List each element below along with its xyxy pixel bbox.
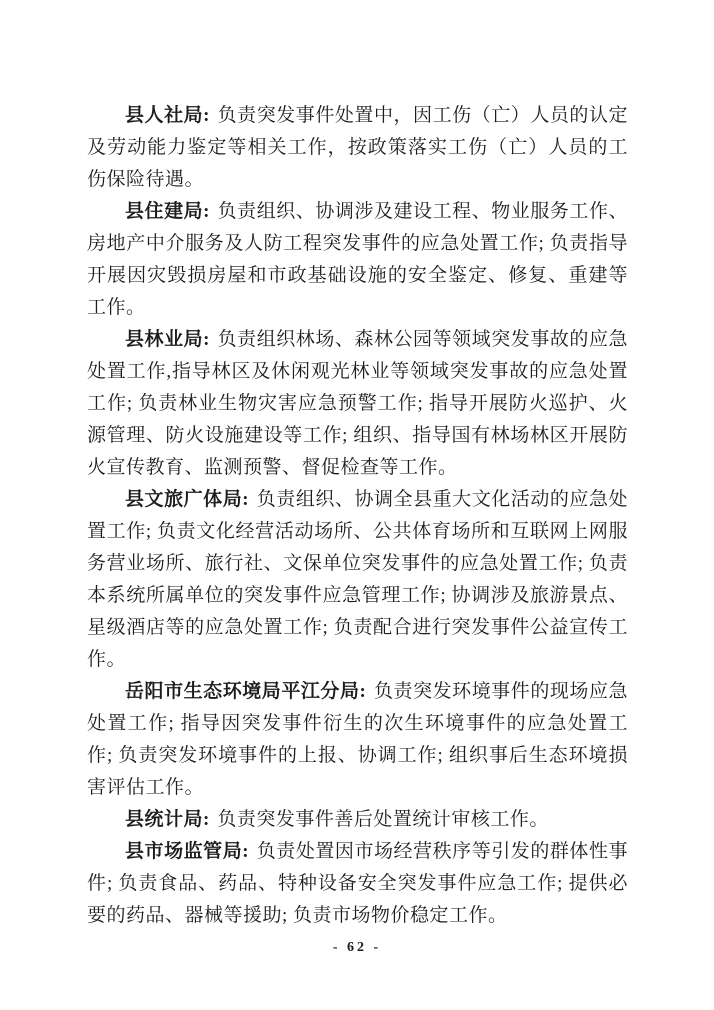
paragraph-renshe bbox=[87, 100, 628, 196]
paragraph-tongji bbox=[87, 804, 628, 836]
page-number: - 62 - bbox=[332, 940, 382, 955]
dept-body-zhujian: 负责组织、协调涉及建设工程、物业服务工作、房地产中介服务及人防工程突发事件的应急处置工作; 负责指导开展因灾毁损房屋和市政基础设施的安全鉴定、修复、重建等工作。 bbox=[87, 201, 628, 318]
page-content bbox=[87, 100, 628, 932]
dept-body-linye: 负责组织林场、森林公园等领域突发事故的应急处置工作,指导林区及休闲观光林业等领域突发事故的应急处置工作; 负责林业生物灾害应急预警工作; 指导开展防火巡护、火源管理、防火设施建设等工作; 组织、指导国有林场林区开展防火宣传教育、监测预警、督促检查等工作。 bbox=[87, 329, 628, 478]
paragraph-linye bbox=[87, 324, 628, 484]
dept-body-tongji: 负责突发事件善后处置统计审核工作。 bbox=[217, 809, 549, 830]
dept-title-linye: 县林业局: bbox=[125, 329, 210, 350]
dept-title-wenlv: 县文旅广体局: bbox=[125, 489, 250, 510]
paragraph-wenlv bbox=[87, 484, 628, 676]
dept-body-wenlv: 负责组织、协调全县重大文化活动的应急处置工作; 负责文化经营活动场所、公共体育场所和互联网上网服务营业场所、旅行社、文保单位突发事件的应急处置工作; 负责本系统所属单位的突发事件应急管理工作; 协调涉及旅游景点、星级酒店等的应急处置工作; 负责配合进行突发事件公益宣传工作。 bbox=[87, 489, 628, 670]
dept-title-shengtai: 岳阳市生态环境局平江分局: bbox=[125, 681, 367, 702]
dept-title-renshe: 县人社局: bbox=[125, 105, 210, 126]
dept-title-shichang: 县市场监管局: bbox=[125, 841, 250, 862]
dept-title-zhujian: 县住建局: bbox=[125, 201, 210, 222]
dept-title-tongji: 县统计局: bbox=[125, 809, 210, 830]
dept-body-shengtai: 负责突发环境事件的现场应急处置工作; 指导因突发事件衍生的次生环境事件的应急处置工作; 负责突发环境事件的上报、协调工作; 组织事后生态环境损害评估工作。 bbox=[87, 681, 628, 798]
dept-body-shichang: 负责处置因市场经营秩序等引发的群体性事件; 负责食品、药品、特种设备安全突发事件应急工作; 提供必要的药品、器械等援助; 负责市场物价稳定工作。 bbox=[87, 841, 628, 926]
dept-body-renshe: 负责突发事件处置中，因工伤（亡）人员的认定及劳动能力鉴定等相关工作，按政策落实工伤（亡）人员的工伤保险待遇。 bbox=[87, 105, 628, 190]
paragraph-shichang bbox=[87, 836, 628, 932]
paragraph-zhujian bbox=[87, 196, 628, 324]
paragraph-shengtai bbox=[87, 676, 628, 804]
